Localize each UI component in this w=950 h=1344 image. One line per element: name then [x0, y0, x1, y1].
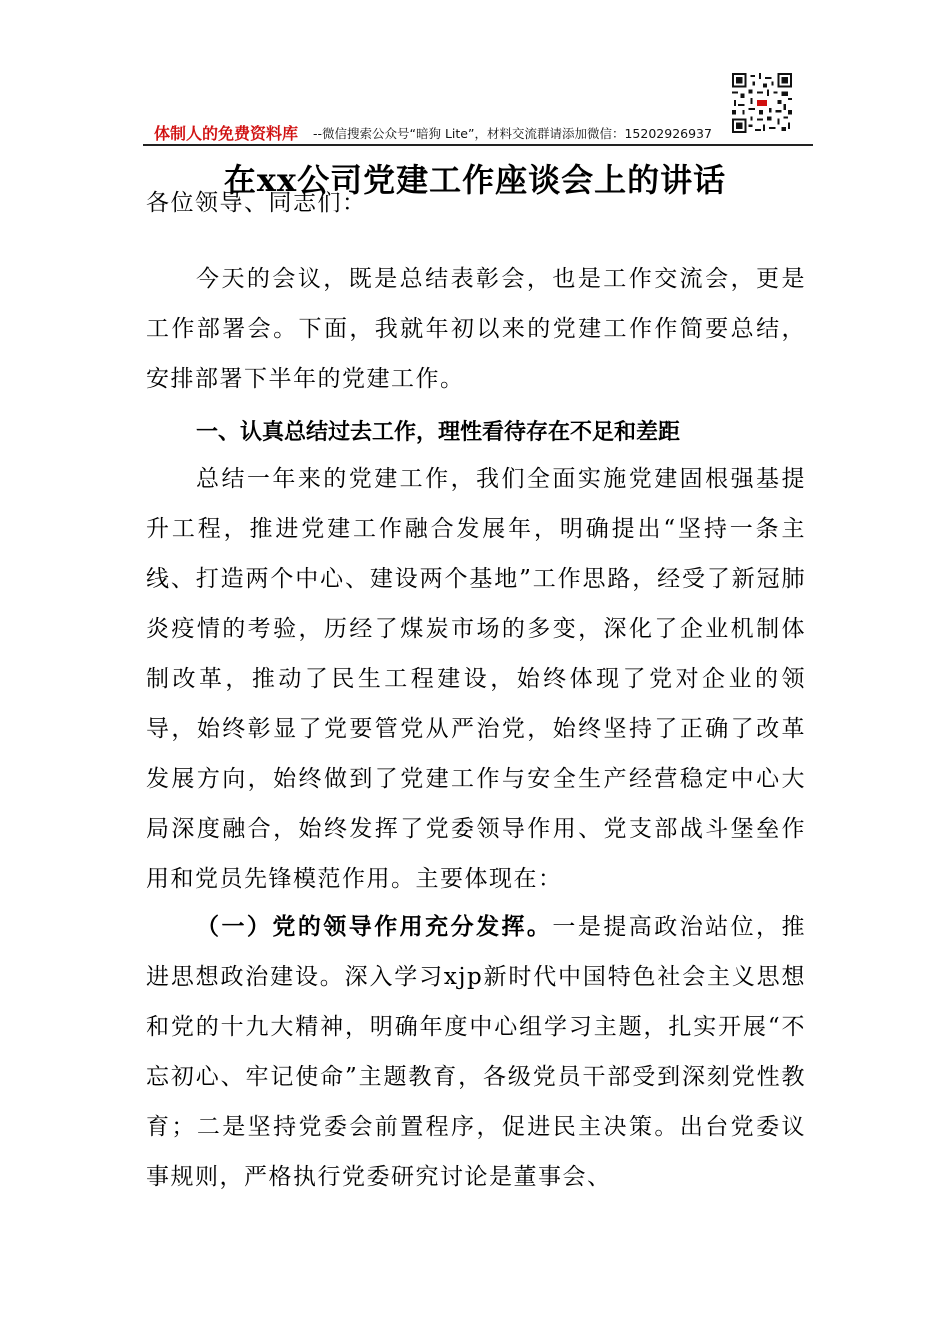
qr-code-icon	[732, 73, 792, 133]
salutation: 各位领导、同志们：	[146, 190, 367, 216]
header-divider	[143, 144, 813, 146]
page-header	[146, 118, 806, 146]
intro-paragraph: 今天的会议，既是总结表彰会，也是工作交流会，更是工作部署会。下面，我就年初以来的党建工作作简要总结，安排部署下半年的党建工作。	[146, 266, 806, 392]
header-brand: 体制人的免费资料库	[154, 124, 299, 143]
body-paragraph-1: 总结一年来的党建工作，我们全面实施党建固根强基提升工程，推进党建工作融合发展年，明确提出“坚持一条主线、打造两个中心、建设两个基地”工作思路，经受了新冠肺炎疫情的考验，历经了煤炭市场的多变，深化了企业机制体制改革，推动了民生工程建设，始终体现了党对企业的领导，始终彰显了党要管党从严治党，始终坚持了正确了改革发展方向，始终做到了党建工作与安全生产经营稳定中心大局深度融合，始终发挥了党委领导作用、党支部战斗堡垒作用和党员先锋模范作用。主要体现在：	[146, 466, 806, 892]
subsection-paragraph-1	[146, 902, 806, 1202]
document-title: 在xx公司党建工作座谈会上的讲话	[223, 161, 727, 199]
subsection-heading-1: （一）党的领导作用充分发挥。	[196, 914, 553, 940]
header-note: --微信搜索公众号“暗狗 Lite”，材料交流群请添加微信：15202926937	[313, 126, 712, 141]
section-heading-1: 一、认真总结过去工作，理性看待存在不足和差距	[196, 420, 681, 445]
subsection-text-1: 一是提高政治站位，推进思想政治建设。深入学习xjp新时代中国特色社会主义思想和党的十九大精神，明确年度中心组学习主题，扎实开展“不忘初心、牢记使命”主题教育，各级党员干部受到深刻党性教育；二是坚持党委会前置程序，促进民主决策。出台党委议事规则，严格执行党委研究讨论是董事会、	[146, 914, 807, 1190]
